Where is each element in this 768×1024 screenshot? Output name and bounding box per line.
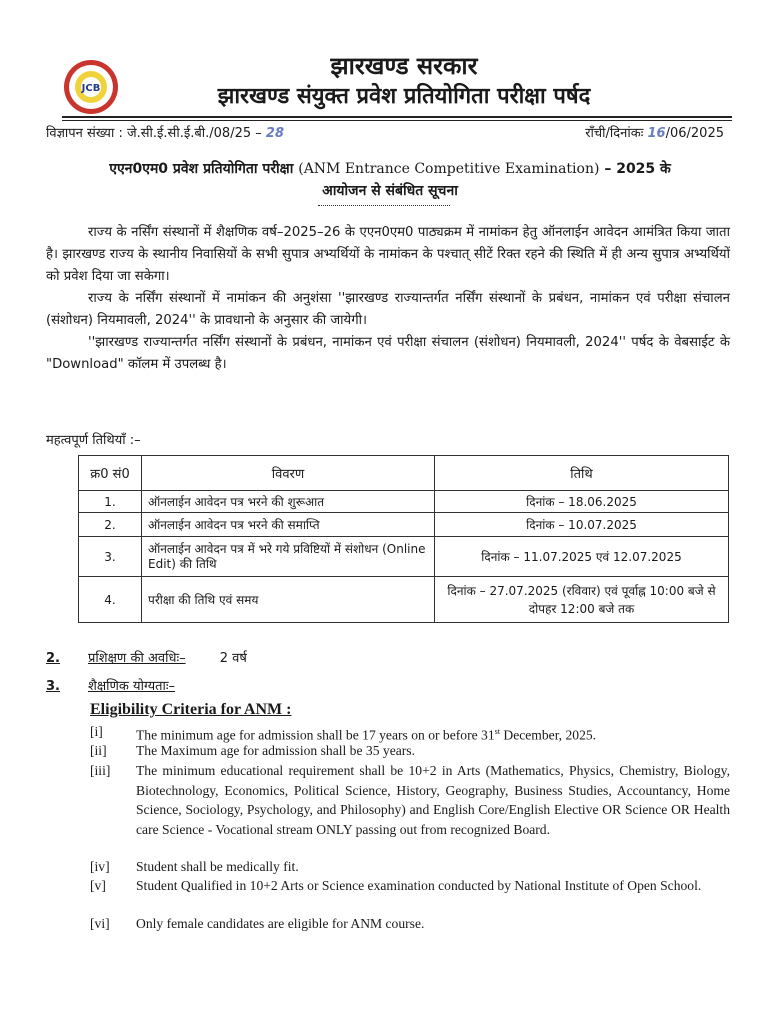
table-row: 3. ऑनलाईन आवेदन पत्र में भरे गये प्रविष्टियों में संशोधन (Online Edit) की तिथि दिनांक – 11.07.2025 एवं 12.07.2025 [79, 537, 729, 577]
subject-divider [318, 205, 450, 206]
date-label: रॉंची/दिनांकः [585, 126, 644, 141]
header-rule-thin [62, 120, 732, 121]
item-label: शैक्षणिक योग्यताः– [88, 679, 176, 694]
paragraph-3: ''झारखण्ड राज्यान्तर्गत नर्सिंग संस्थानों के प्रबंधन, नामांकन एवं परीक्षा संचालन (संशोधन) नियमावली, 2024'' पर्षद के वेबसाईट के "Download" कॉलम में उपलब्ध है। [46, 335, 730, 372]
criterion-6: [vi] Only female candidates are eligible for ANM course. [90, 916, 425, 931]
important-dates-heading: महत्वपूर्ण तिथियॉं :– [46, 433, 141, 448]
notice-subject [40, 158, 740, 202]
training-duration [46, 648, 247, 666]
table-row: 4. परीक्षा की तिथि एवं समय दिनांक – 27.07.2025 (रविवार) एवं पूर्वाह्न 10:00 बजे से दोपहर 12:00 बजे तक [79, 577, 729, 623]
item-label: प्रशिक्षण की अवधिः– [88, 651, 186, 666]
criterion-4: [iv] Student shall be medically fit. [90, 859, 299, 874]
item-value: 2 वर्ष [219, 651, 247, 666]
item-number: 2. [46, 651, 60, 666]
paragraph-2: राज्य के नर्सिंग संस्थानों में नामांकन की अनुशंसा ''झारखण्ड राज्यान्तर्गत नर्सिंग संस्थानों के प्रबंधन, नामांकन एवं परीक्षा संचालन (संशोधन) नियमावली, 2024'' के प्रावधानो के अनुसार की जायेगी। [46, 291, 730, 328]
criterion-2: [ii] The Maximum age for admission shall be 35 years. [90, 743, 415, 758]
paragraph-1: राज्य के नर्सिंग संस्थानों में शैक्षणिक वर्ष–2025–26 के एएन0एम0 पाठ्यक्रम में नामांकन हेतु ऑनलाईन आवेदन आमंत्रित किया जाता है। झारखण्ड राज्य के स्थानीय निवासियों के सभी सुपात्र अभ्यर्थियों के नामांकन के पश्चात् सीटें रिक्त रहने की स्थिति में ही अन्य सुपात्र अभ्यर्थियों को प्रवेश दिया जा सकेगा। [46, 225, 730, 284]
advertisement-number [46, 123, 284, 141]
advertisement-label: विज्ञापन संख्या : जे.सी.ई.सी.ई.बी./08/25 – [46, 126, 262, 141]
advertisement-handwritten-number: 28 [265, 126, 284, 141]
board-title: झारखण्ड संयुक्त प्रवेश प्रतियोगिता परीक्षा पर्षद [217, 84, 591, 109]
notice-date [585, 123, 724, 141]
subject-english: (ANM Entrance Competitive Examination) [298, 161, 600, 177]
header-rule-thick [62, 116, 732, 118]
govt-title: झारखण्ड सरकार [330, 52, 478, 80]
subject-hindi: एएन0एम0 प्रवेश प्रतियोगिता परीक्षा [109, 161, 294, 177]
educational-qualification [46, 676, 175, 694]
subject-year: – 2025 के [604, 161, 671, 177]
table-row: 1. ऑनलाईन आवेदन पत्र भरने की शुरूआत दिनांक – 18.06.2025 [79, 491, 729, 513]
table-header-row [79, 456, 729, 491]
date-handwritten-day: 16 [647, 126, 666, 141]
table-row: 2. ऑनलाईन आवेदन पत्र भरने की समाप्ति दिनांक – 10.07.2025 [79, 513, 729, 537]
header-serial: क्र0 सं0 [79, 456, 142, 491]
body-paragraphs [46, 222, 730, 376]
header-date: तिथि [435, 456, 729, 491]
subject-line2: आयोजन से संबंधित सूचना [322, 183, 458, 199]
date-rest: /06/2025 [665, 126, 724, 141]
item-number: 3. [46, 679, 60, 694]
criterion-1: [i] The minimum age for admission shall be 17 years on or before 31st December, 2025. [90, 724, 597, 743]
criterion-5: [v] Student Qualified in 10+2 Arts or Science examination conducted by National Institute of Open School. [90, 878, 702, 893]
important-dates-table [78, 455, 729, 623]
eligibility-title: Eligibility Criteria for ANM : [90, 701, 292, 718]
header-description: विवरण [142, 456, 435, 491]
logo-text: JCB [81, 83, 101, 94]
criterion-3: [iii] The minimum educational requirement shall be 10+2 in Arts (Mathematics, Physics, Chemistry, Biology, Biotechnology, Economics, Political Science, History, Geography, Business Studies, Accountancy, Home Science, Sociology, Psychology, and Philosophy) and English Core/English Elective OR Science OR Health care Science - Vocational stream ONLY passing out from recognized Board. [90, 763, 730, 837]
